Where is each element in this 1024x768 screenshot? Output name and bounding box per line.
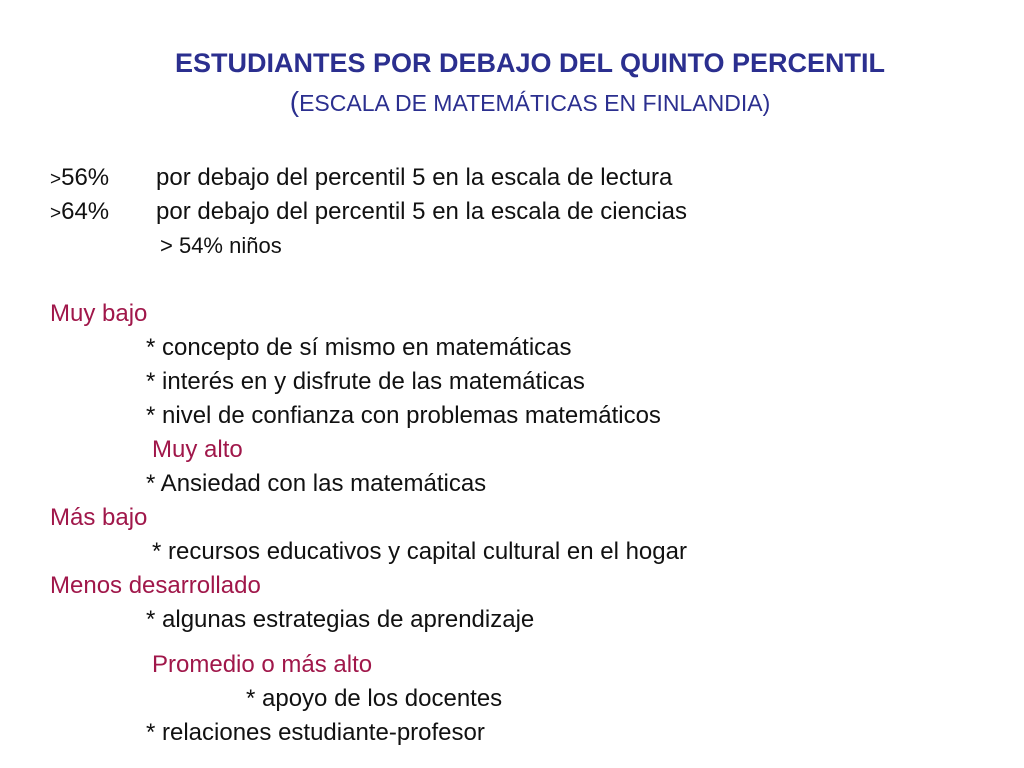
list-item: * recursos educativos y capital cultural en el hogar (152, 538, 687, 565)
heading-muy-alto: Muy alto (152, 436, 243, 463)
list-item: * interés en y disfrute de las matemáticas (146, 368, 585, 395)
list-item: * apoyo de los docentes (246, 685, 503, 712)
stat-science (50, 197, 687, 229)
stat-science-pct: 64% (61, 198, 110, 225)
heading-promedio: Promedio o más alto (152, 651, 373, 678)
stat-reading-pct: 56% (61, 164, 110, 191)
slide-subtitle (0, 86, 1024, 118)
list-item: * Ansiedad con las matemáticas (146, 470, 487, 497)
heading-mas-bajo: Más bajo (50, 504, 148, 531)
heading-menos-desarrollado: Menos desarrollado (50, 572, 261, 599)
list-item: * relaciones estudiante-profesor (146, 719, 485, 746)
slide-title: ESTUDIANTES POR DEBAJO DEL QUINTO PERCENTIL (174, 48, 886, 78)
stat-boys: > 54% niños (160, 233, 282, 258)
subtitle-text: ESCALA DE MATEMÁTICAS EN FINLANDIA) (299, 90, 771, 116)
stat-science-text: por debajo del percentil 5 en la escala de ciencias (156, 198, 688, 225)
stat-reading-text: por debajo del percentil 5 en la escala de lectura (156, 164, 673, 191)
list-item: * algunas estrategias de aprendizaje (146, 606, 535, 633)
stat-reading-gt: > (50, 169, 62, 190)
heading-muy-bajo: Muy bajo (50, 300, 148, 327)
subtitle-open-paren: ( (289, 86, 300, 117)
list-item: * concepto de sí mismo en matemáticas (146, 334, 572, 361)
stat-science-gt: > (50, 203, 62, 224)
stat-reading (50, 163, 672, 195)
list-item: * nivel de confianza con problemas matemáticos (146, 402, 661, 429)
